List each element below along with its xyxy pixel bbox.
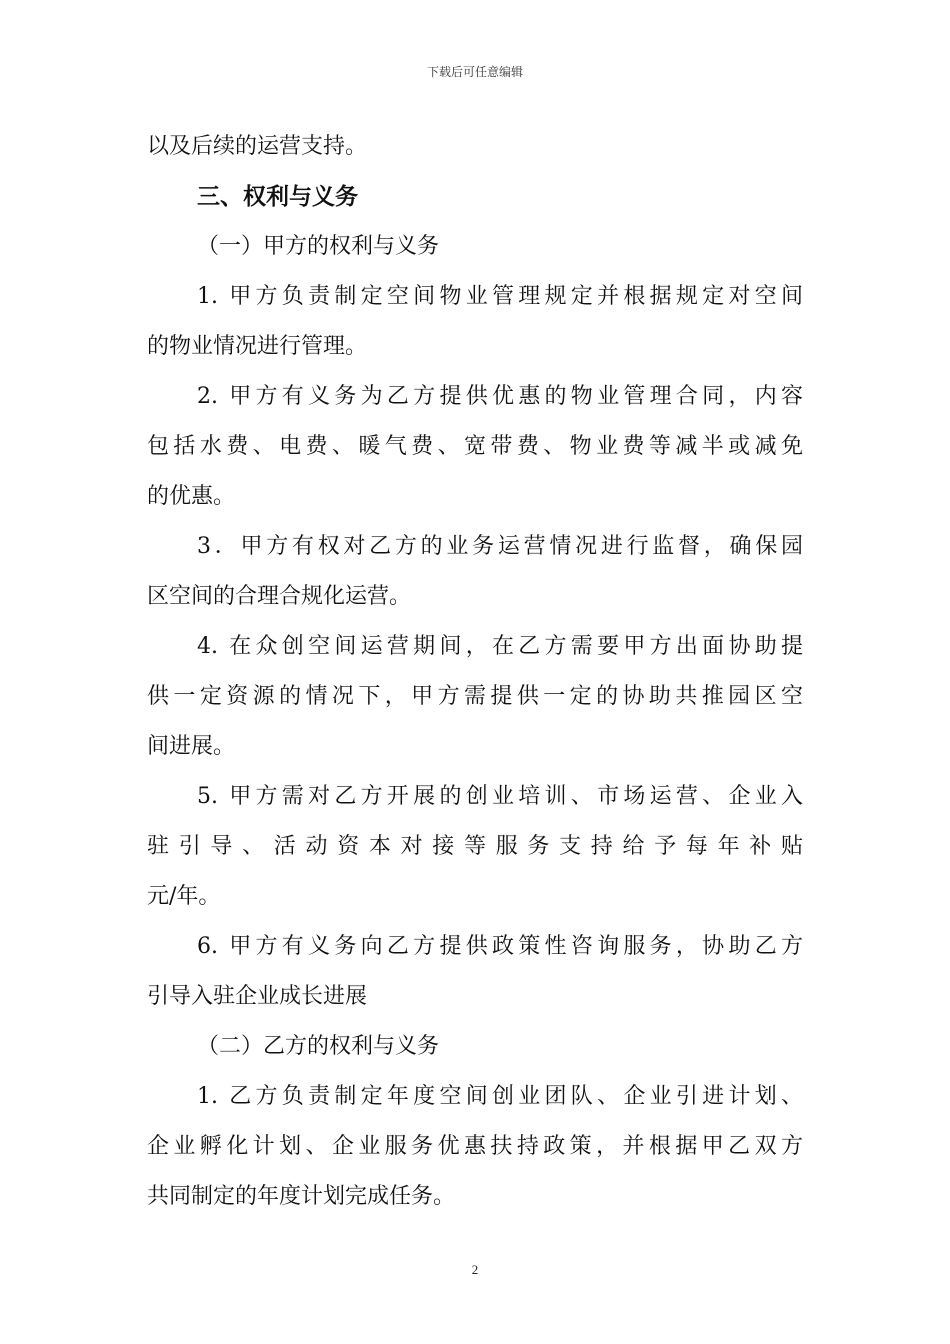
paragraph-line: 1. 甲方负责制定空间物业管理规定并根据规定对空间 <box>197 284 803 309</box>
document-body <box>147 122 803 1222</box>
paragraph-line: 包括水费、电费、暖气费、宽带费、物业费等减半或减免 <box>147 434 803 459</box>
paragraph-line: 4. 在众创空间运营期间，在乙方需要甲方出面协助提 <box>197 634 803 659</box>
paragraph-line: 区空间的合理合规化运营。 <box>147 584 412 609</box>
paragraph-line: 以及后续的运营支持。 <box>147 134 368 159</box>
paragraph-line: 企业孵化计划、企业服务优惠扶持政策，并根据甲乙双方 <box>147 1134 803 1159</box>
paragraph-line: 引导入驻企业成长进展 <box>147 984 368 1009</box>
subsection-heading: （二）乙方的权利与义务 <box>197 1034 440 1059</box>
page-header: 下载后可任意编辑 <box>426 65 523 79</box>
paragraph-line: 的物业情况进行管理。 <box>147 334 368 359</box>
paragraph-line: 1. 乙方负责制定年度空间创业团队、企业引进计划、 <box>197 1084 803 1109</box>
paragraph-line: 间进展。 <box>147 734 236 759</box>
paragraph-line: 的优惠。 <box>147 484 236 509</box>
paragraph-line: 驻引导、活动资本对接等服务支持给予每年补贴 <box>147 834 803 859</box>
paragraph-line: 元/年。 <box>147 884 221 909</box>
paragraph-line: 供一定资源的情况下，甲方需提供一定的协助共推园区空 <box>147 684 803 709</box>
page-number: 2 <box>471 1262 479 1277</box>
subsection-heading: （一）甲方的权利与义务 <box>197 234 440 259</box>
paragraph-line: 3．甲方有权对乙方的业务运营情况进行监督，确保园 <box>197 534 803 559</box>
section-heading: 三、权利与义务 <box>197 183 358 210</box>
paragraph-line: 共同制定的年度计划完成任务。 <box>147 1184 456 1209</box>
paragraph-line: 5. 甲方需对乙方开展的创业培训、市场运营、企业入 <box>197 784 803 809</box>
paragraph-line: 6. 甲方有义务向乙方提供政策性咨询服务，协助乙方 <box>197 934 803 959</box>
paragraph-line: 2. 甲方有义务为乙方提供优惠的物业管理合同，内容 <box>197 384 803 409</box>
